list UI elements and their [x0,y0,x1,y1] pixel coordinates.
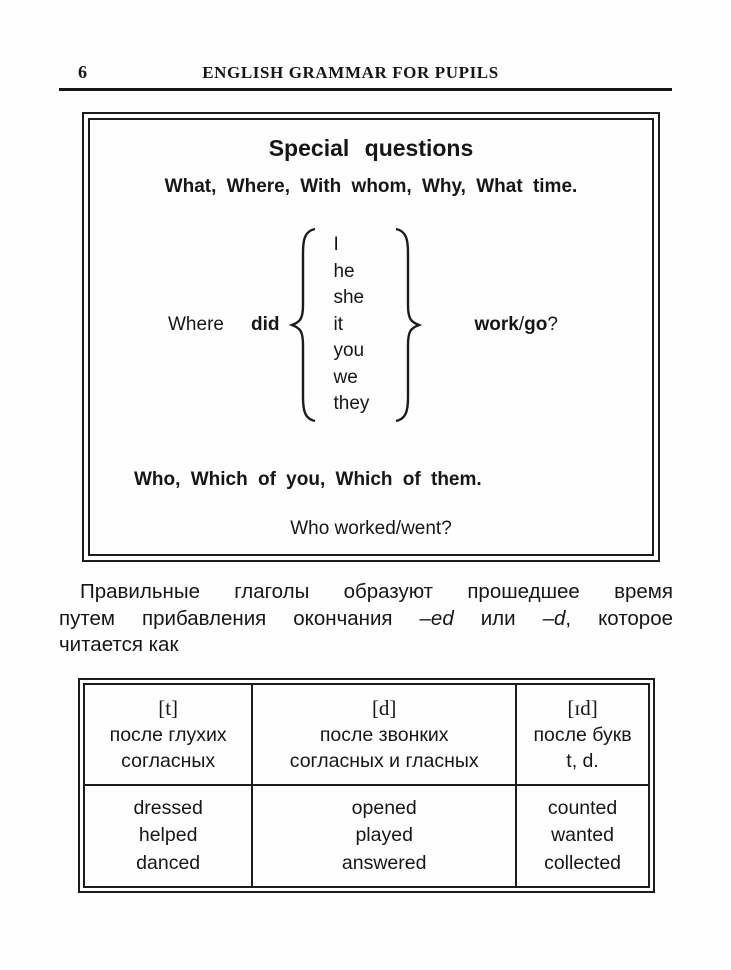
example-word: dressed [133,796,203,819]
example-word: danced [136,851,201,874]
example-word: opened [351,796,417,819]
header-cell-t [84,684,252,785]
verb-phrase [474,314,557,336]
who-worked-line: Who worked/went? [290,518,452,539]
question-words-line: What, Where, With whom, Why, What time. [164,176,578,197]
paragraph-line-2-post: , которое [565,606,673,630]
box-title: Special questions [268,135,474,161]
phonetic-symbol-d: [d] [371,696,397,720]
description-line: после букв [533,724,632,746]
header-cell-id [516,684,649,785]
header-cell-d [252,684,516,785]
running-head [59,62,672,86]
example-word: counted [547,796,618,819]
did-word: did [250,314,280,335]
pronoun-item: he [333,260,355,282]
where-word: Where [168,314,224,335]
description-line: согласных [121,750,216,772]
example-word: played [355,824,413,847]
paragraph-line-2-text: путем прибавления окончания [59,606,420,630]
examples-cell-id [516,785,649,887]
special-questions-box [82,112,660,562]
paragraph-line-2 [59,606,673,633]
left-curly-brace-icon [289,226,319,424]
paragraph-line-1: Правильные глаголы образуют прошедшее время [80,580,673,603]
example-word: wanted [551,824,614,847]
who-which-line: Who, Which of you, Which of them. [134,469,482,490]
pronoun-item: we [333,366,358,388]
ed-ending-italic: –ed [419,606,454,630]
example-word: collected [544,851,622,874]
pronoun-item: they [333,393,370,415]
pronoun-item: it [333,313,343,335]
paragraph-line-3: читается как [59,633,179,656]
pronoun-item: she [333,287,365,309]
description-line: согласных и гласных [289,750,479,772]
pronunciation-table-frame [78,678,655,893]
pronoun-item: you [333,340,365,362]
example-word: answered [341,851,427,874]
description-line: t, d. [566,750,599,772]
intro-paragraph [59,579,673,659]
examples-cell-d [252,785,516,887]
pronoun-item: I [333,234,339,256]
phonetic-symbol-id: [ɪd] [567,696,598,720]
table-body-row [84,785,649,887]
question-mark: ? [547,314,558,335]
description-line: после глухих [109,724,227,746]
book-title: ENGLISH GRAMMAR FOR PUPILS [202,63,499,82]
slash: / [518,314,525,335]
pronunciation-table [83,683,650,888]
page-number: 6 [78,62,87,82]
past-simple-question-diagram [168,226,652,424]
right-curly-brace-icon [392,226,422,424]
special-questions-box-inner [88,118,654,556]
verb-work: work [474,314,519,335]
phonetic-symbol-t: [t] [158,696,179,720]
paragraph-line-2-mid: или [453,606,543,630]
d-ending-italic: –d [542,606,566,630]
pronoun-list [333,232,379,418]
verb-go: go [524,314,548,335]
table-header-row [84,684,649,785]
header-rule [59,88,672,91]
example-word: helped [138,824,198,847]
examples-cell-t [84,785,252,887]
description-line: после звонких [319,724,449,746]
